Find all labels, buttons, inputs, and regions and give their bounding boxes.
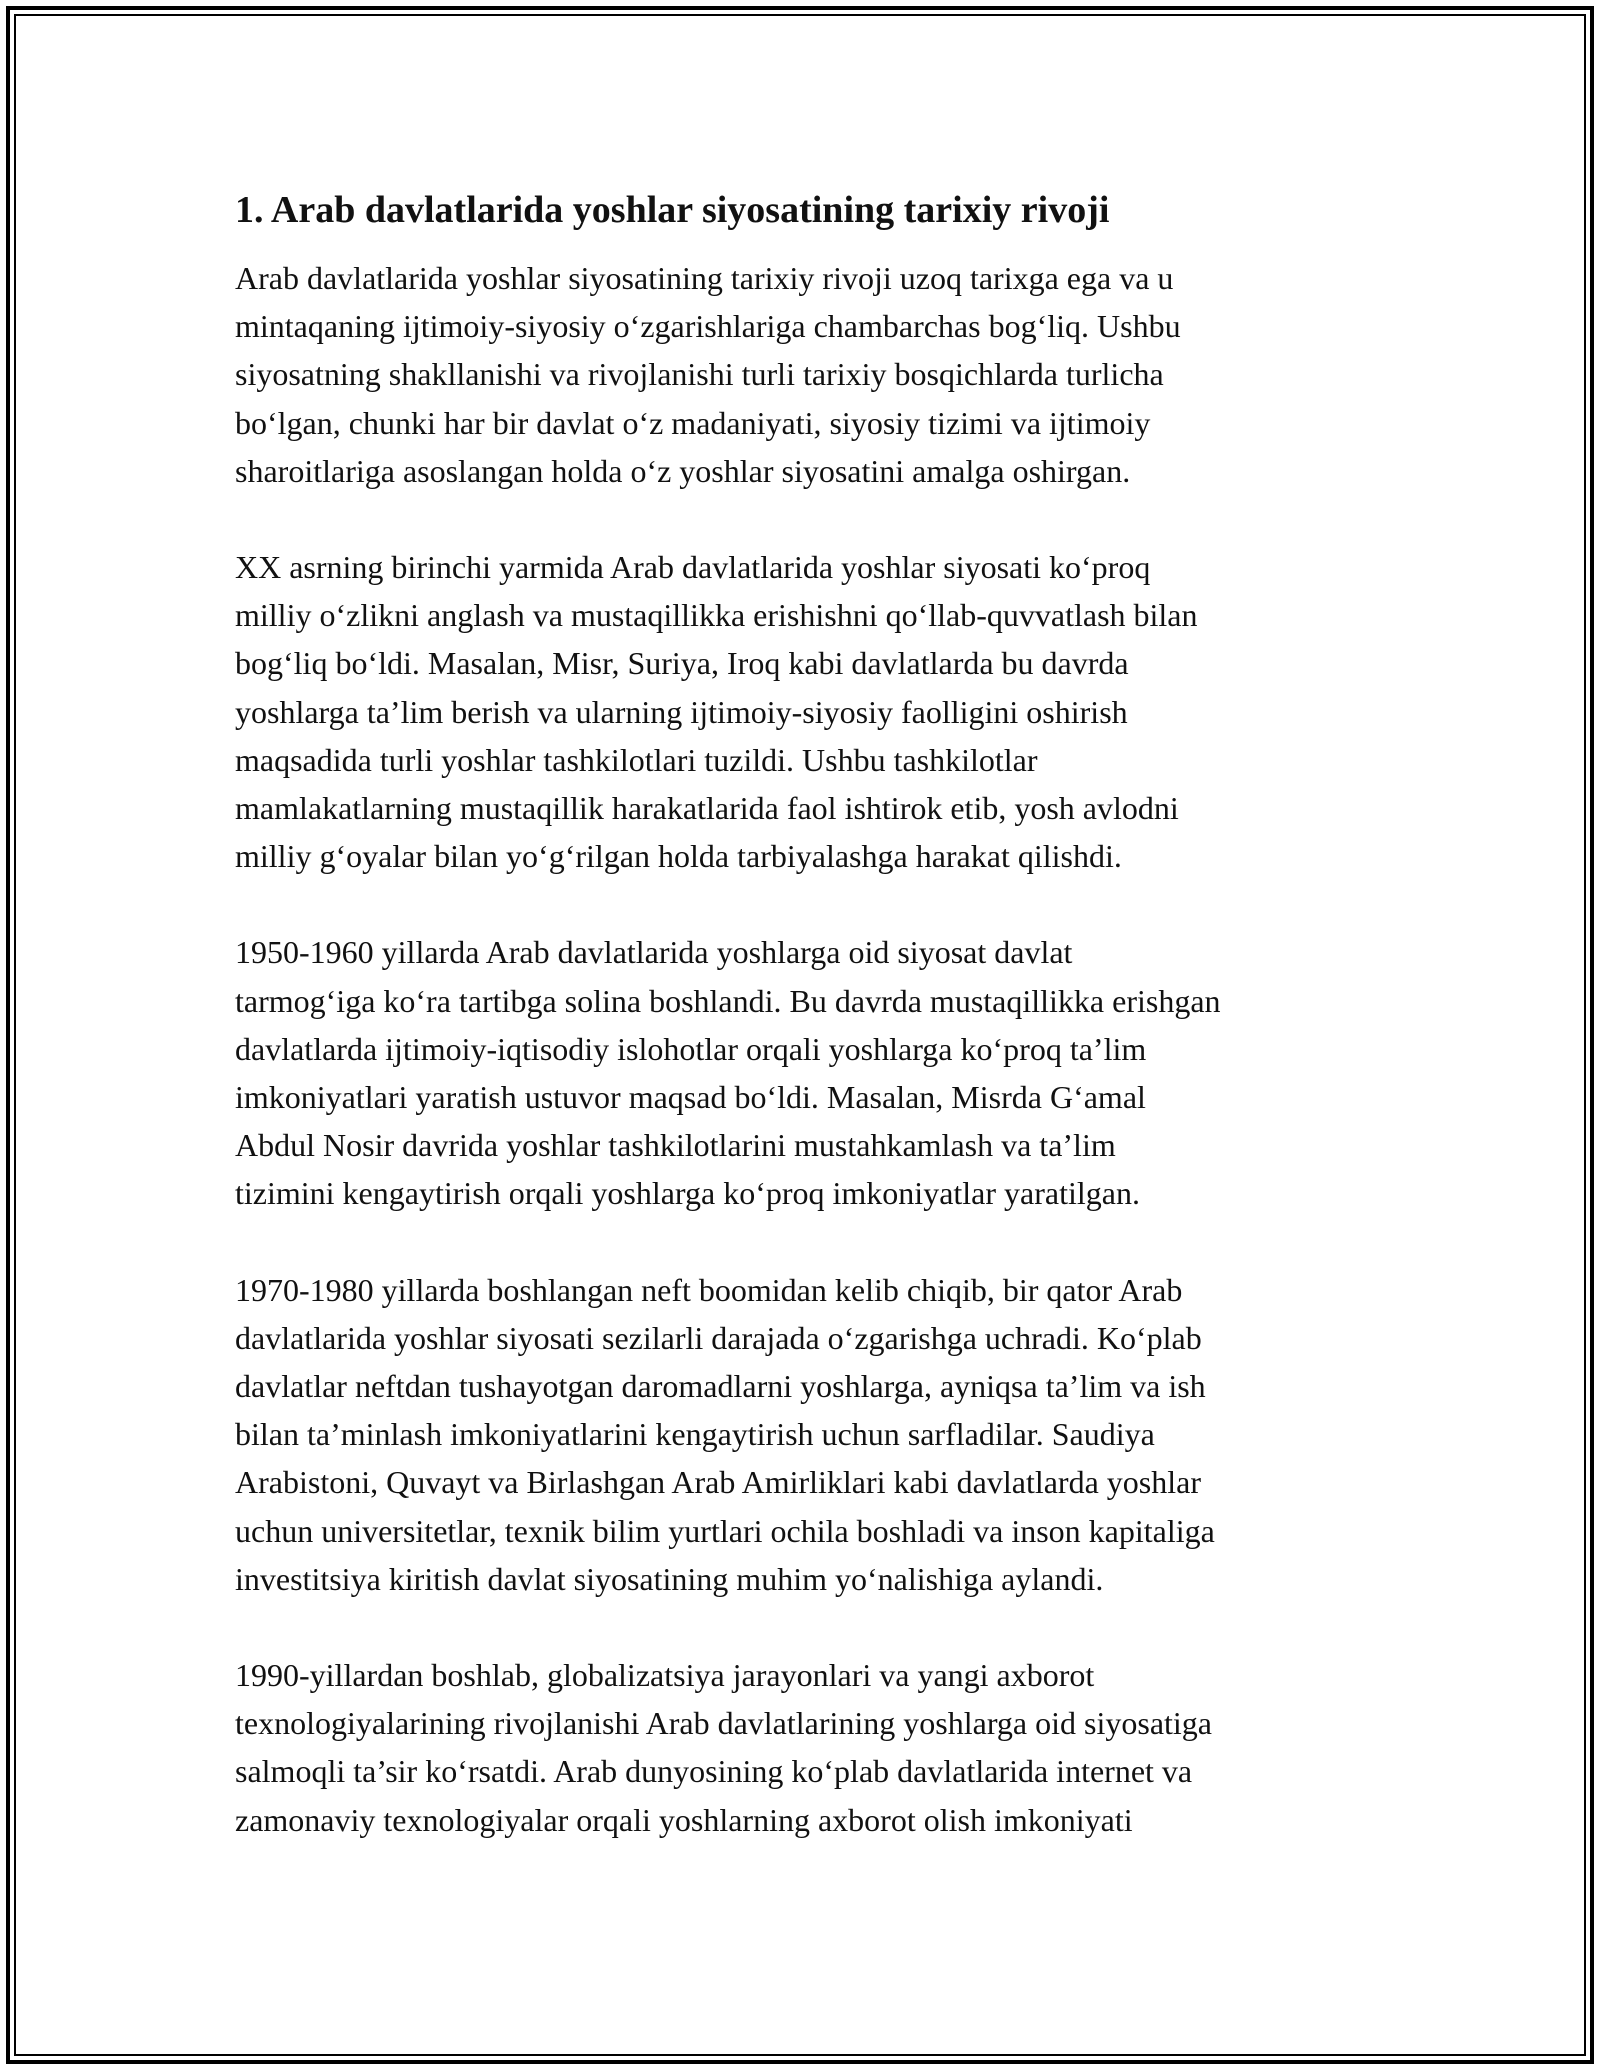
document-body	[235, 186, 1375, 1892]
text-line: milliy g‘oyalar bilan yo‘g‘rilgan holda tarbiyalashga harakat qilishdi.	[235, 838, 1122, 875]
text-line: siyosatning shakllanishi va rivojlanishi turli tarixiy bosqichlarda turlicha	[235, 356, 1164, 393]
text-line: 1990-yillardan boshlab, globalizatsiya jarayonlari va yangi axborot	[235, 1657, 1095, 1694]
text-line: yoshlarga ta’lim berish va ularning ijtimoiy-siyosiy faolligini oshirish	[235, 693, 1128, 730]
text-line: mintaqaning ijtimoiy-siyosiy o‘zgarishlariga chambarchas bog‘liq. Ushbu	[235, 308, 1181, 345]
text-line: XX asrning birinchi yarmida Arab davlatlarida yoshlar siyosati ko‘proq	[235, 549, 1151, 586]
text-line: zamonaviy texnologiyalar orqali yoshlarning axborot olish imkoniyati	[235, 1801, 1133, 1838]
text-line: Arab davlatlarida yoshlar siyosatining tarixiy rivoji uzoq tarixga ega va u	[235, 260, 1174, 296]
text-line: tizimini kengaytirish orqali yoshlarga ko‘proq imkoniyatlar yaratilgan.	[235, 1175, 1140, 1212]
text-line: uchun universitetlar, texnik bilim yurtlari ochila boshladi va inson kapitaliga	[235, 1512, 1215, 1549]
text-line: davlatlarida yoshlar siyosati sezilarli darajada o‘zgarishga uchradi. Ko‘plab	[235, 1319, 1202, 1356]
paragraph-5	[235, 1651, 1375, 1844]
text-line: sharoitlariga asoslangan holda o‘z yoshlar siyosatini amalga oshirgan.	[235, 452, 1131, 489]
paragraph-1	[235, 254, 1375, 495]
text-line: salmoqli ta’sir ko‘rsatdi. Arab dunyosining ko‘plab davlatlarida internet va	[235, 1753, 1193, 1790]
text-line: 1950-1960 yillarda Arab davlatlarida yoshlarga oid siyosat davlat	[235, 934, 1073, 971]
text-line: bo‘lgan, chunki har bir davlat o‘z madaniyati, siyosiy tizimi va ijtimoiy	[235, 404, 1151, 441]
paragraph-3	[235, 928, 1375, 1217]
text-line: texnologiyalarining rivojlanishi Arab davlatlarining yoshlarga oid siyosatiga	[235, 1705, 1212, 1742]
text-line: imkoniyatlari yaratish ustuvor maqsad bo‘ldi. Masalan, Misrda G‘amal	[235, 1079, 1146, 1116]
text-line: Arabistoni, Quvayt va Birlashgan Arab Amirliklari kabi davlatlarda yoshlar	[235, 1464, 1201, 1501]
text-line: investitsiya kiritish davlat siyosatining muhim yo‘nalishiga aylandi.	[235, 1560, 1104, 1597]
paragraph-4	[235, 1266, 1375, 1603]
text-line: bilan ta’minlash imkoniyatlarini kengaytirish uchun sarfladilar. Saudiya	[235, 1416, 1155, 1453]
section-heading: 1. Arab davlatlarida yoshlar siyosatining tarixiy rivoji	[235, 189, 1110, 231]
text-line: Abdul Nosir davrida yoshlar tashkilotlarini mustahkamlash va ta’lim	[235, 1127, 1116, 1164]
text-line: tarmog‘iga ko‘ra tartibga solina boshlandi. Bu davrda mustaqillikka erishgan	[235, 982, 1221, 1019]
text-line: davlatlarda ijtimoiy-iqtisodiy islohotlar orqali yoshlarga ko‘proq ta’lim	[235, 1030, 1147, 1067]
paragraph-2	[235, 543, 1375, 880]
text-line: maqsadida turli yoshlar tashkilotlari tuzildi. Ushbu tashkilotlar	[235, 741, 1038, 778]
text-line: 1970-1980 yillarda boshlangan neft boomidan kelib chiqib, bir qator Arab	[235, 1271, 1183, 1308]
text-line: davlatlar neftdan tushayotgan daromadlarni yoshlarga, ayniqsa ta’lim va ish	[235, 1368, 1206, 1405]
text-line: milliy o‘zlikni anglash va mustaqillikka erishishni qo‘llab-quvvatlash bilan	[235, 597, 1198, 634]
text-line: mamlakatlarning mustaqillik harakatlarida faol ishtirok etib, yosh avlodni	[235, 790, 1179, 827]
text-line: bog‘liq bo‘ldi. Masalan, Misr, Suriya, Iroq kabi davlatlarda bu davrda	[235, 645, 1129, 682]
